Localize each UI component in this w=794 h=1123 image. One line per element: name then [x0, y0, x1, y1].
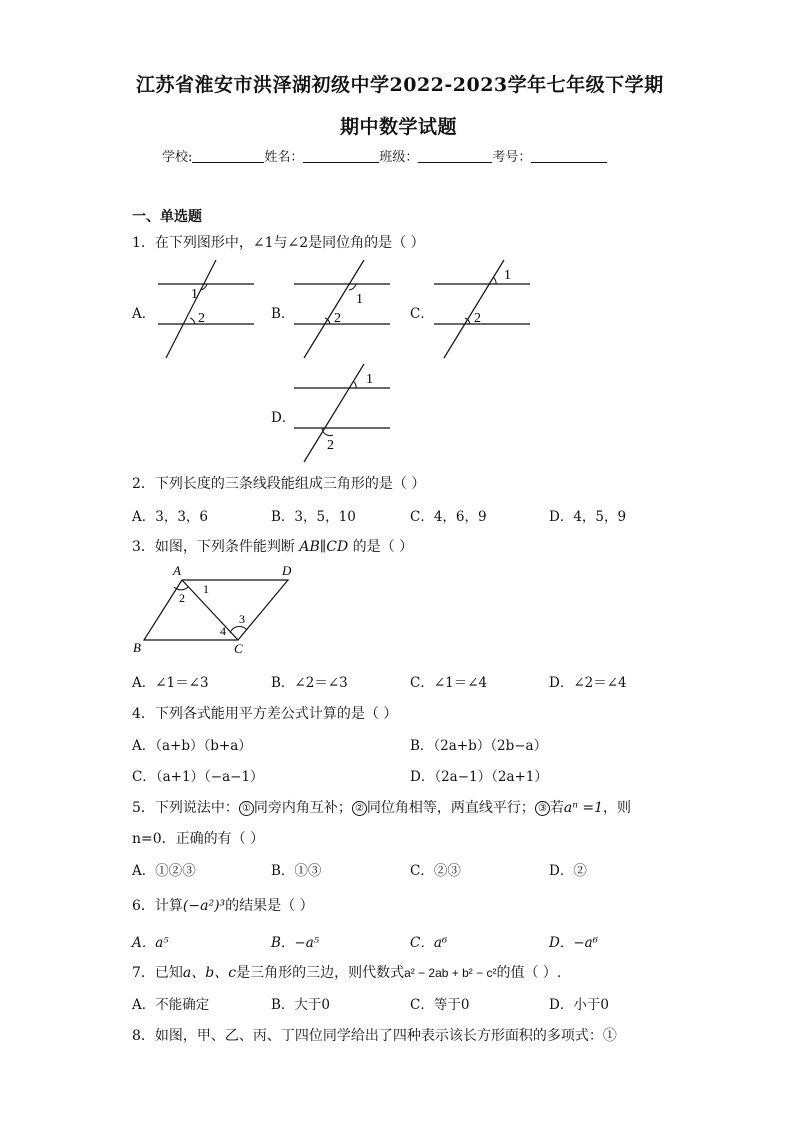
- q6-option-c[interactable]: C．a⁶: [410, 935, 448, 951]
- q5-statement-1: 同旁内角互补；: [253, 800, 352, 816]
- q6-stem: [132, 895, 314, 915]
- q3-option-b[interactable]: B．∠2＝∠3: [271, 675, 348, 691]
- q3-point-b: B: [133, 640, 141, 655]
- q7-option-d[interactable]: D．小于0: [549, 997, 609, 1013]
- q3-point-d: D: [282, 563, 292, 578]
- school-label: 学校:: [162, 150, 193, 165]
- q1c-angle-2: 2: [474, 311, 481, 326]
- q5-stem-line-2: n=0．正确的有（ ）: [132, 831, 265, 847]
- q7-expression: a² − 2ab + b² − c²: [404, 966, 497, 980]
- q4-option-a[interactable]: A．（a+b）（b+a）: [132, 738, 252, 754]
- q8-stem: 8．如图，甲、乙、丙、丁四位同学给出了四种表示该长方形面积的多项式：①: [132, 1028, 617, 1044]
- q1-option-c-label: C．: [410, 306, 434, 322]
- q6-expression: (−a²)³: [182, 898, 226, 914]
- q3-option-a[interactable]: A．∠1＝∠3: [132, 675, 209, 691]
- number-label: 考号：: [492, 150, 532, 165]
- q7-stem-post: 的值（ ）.: [496, 965, 562, 981]
- title-line-1: 江苏省淮安市洪泽湖初级中学2022-2023学年七年级下学期: [136, 74, 664, 96]
- q3-option-d[interactable]: D．∠2＝∠4: [549, 675, 627, 691]
- q7-option-c[interactable]: C．等于0: [410, 997, 470, 1013]
- q3-point-c: C: [234, 641, 243, 656]
- q1-figure-b: [290, 258, 400, 360]
- q2-option-b[interactable]: B．3，5，10: [271, 509, 356, 525]
- q1c-angle-1: 1: [504, 268, 511, 283]
- q7-stem-pre: 7．已知: [132, 965, 183, 981]
- q6-stem-post: 的结果是（ ）: [225, 898, 314, 914]
- q5-option-d[interactable]: D．②: [549, 863, 587, 879]
- q5-option-a[interactable]: A．①②③: [132, 863, 196, 879]
- q5-option-b[interactable]: B．①③: [271, 863, 322, 879]
- q2-option-c[interactable]: C．4，6，9: [410, 509, 487, 525]
- q4-option-d[interactable]: D．（2a−1）（2a+1）: [410, 769, 548, 785]
- q5-circle-2: ②: [352, 801, 367, 816]
- title-line-2: 期中数学试题: [340, 116, 458, 138]
- q2-option-a[interactable]: A．3，3，6: [132, 509, 209, 525]
- student-info-row: [162, 146, 607, 165]
- number-blank[interactable]: [531, 149, 607, 163]
- q4-stem: 4．下列各式能用平方差公式计算的是（ ）: [132, 706, 398, 722]
- q2-stem: 2．下列长度的三条线段能组成三角形的是（ ）: [132, 476, 426, 492]
- q3-angle-3: 3: [239, 612, 245, 626]
- q3-stem-post: 的是（ ）: [352, 539, 414, 555]
- q3-angle-4: 4: [220, 624, 226, 638]
- q3-parallelogram-figure: [130, 560, 300, 658]
- q1-option-d-label: D．: [271, 410, 296, 426]
- q2-option-d[interactable]: D．4，5，9: [549, 509, 627, 525]
- q1-figure-d: [290, 362, 400, 464]
- q5-statement-3-end: ，则: [603, 800, 632, 816]
- section-title: 一、单选题: [132, 209, 202, 225]
- q3-stem: [132, 536, 413, 556]
- q5-stem-intro: 5．下列说法中：: [132, 800, 239, 816]
- q1b-angle-2: 2: [334, 311, 341, 326]
- q1-stem: 1．在下列图形中，∠1与∠2是同位角的是（ ）: [132, 235, 425, 251]
- q4-option-b[interactable]: B．（2a+b）（2b−a）: [410, 738, 548, 754]
- q6-option-d[interactable]: D．−a⁶: [549, 935, 599, 951]
- q5-statement-3: 若: [549, 800, 564, 816]
- q6-stem-pre: 6．计算: [132, 898, 183, 914]
- q1-option-a-label: A．: [132, 306, 156, 322]
- q1d-angle-1: 1: [366, 372, 373, 387]
- q7-vars: a、b、c: [182, 965, 237, 981]
- q5-circle-3: ③: [535, 801, 550, 816]
- q5-option-c[interactable]: C．②③: [410, 863, 461, 879]
- q1d-angle-2: 2: [327, 438, 334, 453]
- q7-option-a[interactable]: A．不能确定: [132, 997, 210, 1013]
- q1b-angle-1: 1: [356, 292, 363, 307]
- q1a-angle-1: 1: [191, 287, 198, 302]
- school-blank[interactable]: [192, 149, 264, 163]
- q1-figure-a: [150, 258, 260, 360]
- q5-statement-2: 同位角相等，两直线平行；: [366, 800, 535, 816]
- q3-stem-pre: 3．如图，下列条件能判断: [132, 539, 295, 555]
- q7-stem: [132, 962, 561, 982]
- q6-option-a[interactable]: A．a⁵: [132, 935, 169, 951]
- name-label: 姓名：: [264, 150, 304, 165]
- q5-statement-3-math: aⁿ =1: [563, 800, 604, 816]
- q1-figure-c: [430, 258, 540, 360]
- q3-option-c[interactable]: C．∠1＝∠4: [410, 675, 488, 691]
- class-label: 班级：: [379, 150, 419, 165]
- class-blank[interactable]: [418, 149, 492, 163]
- q3-stem-math: AB∥CD: [299, 539, 349, 555]
- q1a-angle-2: 2: [198, 311, 205, 326]
- q7-option-b[interactable]: B．大于0: [271, 997, 331, 1013]
- q3-angle-2: 2: [179, 591, 185, 605]
- q4-option-c[interactable]: C．（a+1）（−a−1）: [132, 769, 264, 785]
- q5-stem-line-1: [132, 797, 631, 817]
- q3-point-a: A: [173, 563, 181, 578]
- name-blank[interactable]: [303, 149, 379, 163]
- q5-circle-1: ①: [239, 801, 254, 816]
- q3-angle-1: 1: [203, 582, 209, 596]
- q1-option-b-label: B．: [271, 306, 295, 322]
- q7-stem-mid: 是三角形的三边，则代数式: [236, 965, 405, 981]
- q6-option-b[interactable]: B．−a⁵: [271, 935, 320, 951]
